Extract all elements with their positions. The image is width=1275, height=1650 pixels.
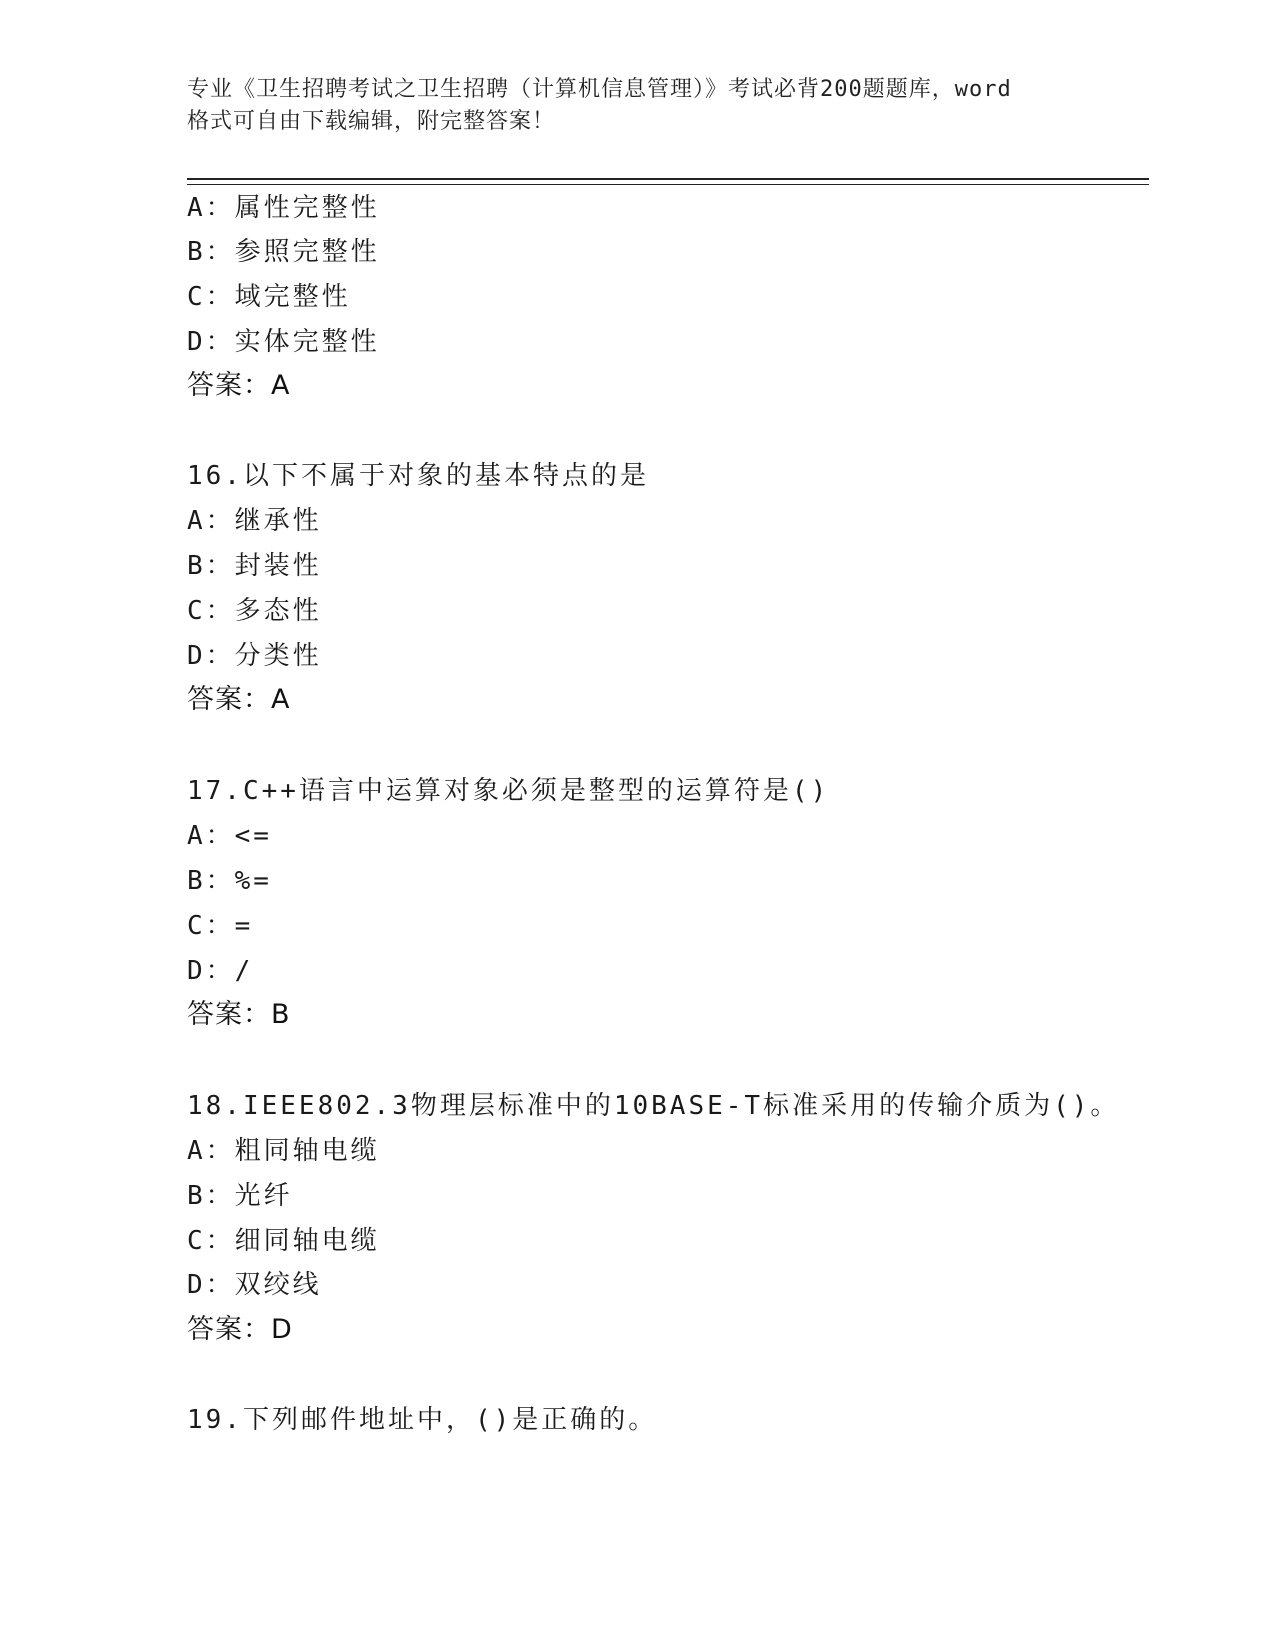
question-16: 16.以下不属于对象的基本特点的是 [187, 461, 649, 491]
question-18: 18.IEEE802.3物理层标准中的10BASE-T标准采用的传输介质为()。 [187, 1091, 1120, 1121]
answer-label: 答案：D [187, 1314, 293, 1345]
option-d: D：实体完整性 [187, 327, 380, 357]
answer-label: 答案：A [187, 684, 291, 715]
option-a: A：粗同轴电缆 [187, 1136, 380, 1166]
header-divider-thin [187, 184, 1149, 185]
option-c: C：细同轴电缆 [187, 1226, 380, 1256]
option-a: A：<= [187, 821, 272, 851]
answer-label: 答案：A [187, 370, 291, 401]
answer-label: 答案：B [187, 999, 291, 1030]
header-line-1: 专业《卫生招聘考试之卫生招聘（计算机信息管理）》考试必背200题题库，word [187, 77, 1012, 102]
option-a: A：继承性 [187, 506, 322, 536]
option-a: A：属性完整性 [187, 193, 380, 223]
option-b: B：%= [187, 866, 272, 896]
option-b: B：光纤 [187, 1181, 293, 1211]
option-d: D：双绞线 [187, 1270, 322, 1300]
question-19: 19.下列邮件地址中，()是正确的。 [187, 1405, 658, 1435]
option-d: D：/ [187, 956, 254, 986]
header-line-2: 格式可自由下载编辑，附完整答案！ [187, 109, 556, 134]
question-17: 17.C++语言中运算对象必须是整型的运算符是() [187, 776, 830, 806]
header-divider-thick [187, 178, 1149, 180]
option-b: B：封装性 [187, 551, 322, 581]
option-c: C：域完整性 [187, 282, 351, 312]
option-b: B：参照完整性 [187, 237, 380, 267]
option-c: C：多态性 [187, 596, 322, 626]
document-header [187, 74, 1087, 138]
option-c: C：= [187, 911, 254, 941]
option-d: D：分类性 [187, 641, 322, 671]
